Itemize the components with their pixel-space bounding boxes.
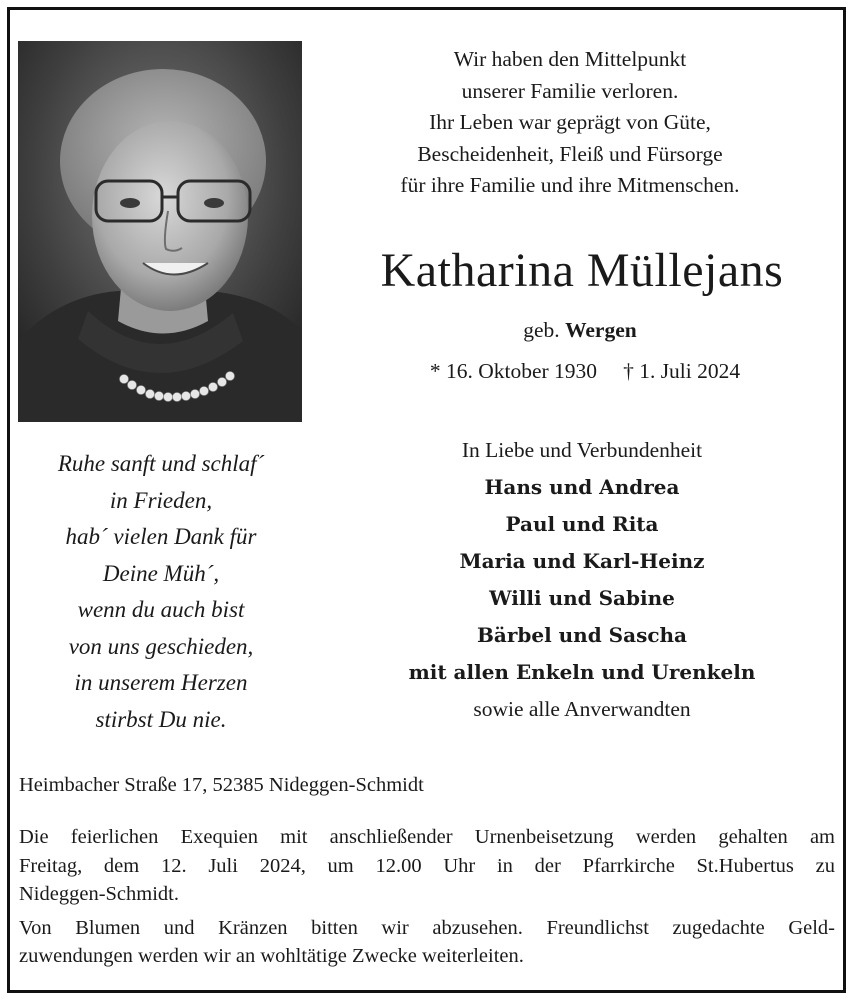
poem-line: stirbst Du nie. (95, 706, 227, 732)
notice-paragraph (19, 823, 835, 909)
notice-line: Von Blumen und Kränzen bitten wir abzusehen. Freundlichst zugedachte Geld- (19, 916, 835, 939)
family-intro: In Liebe und Verbundenheit (461, 438, 703, 462)
intro-line: Ihr Leben war geprägt von Güte, (429, 110, 711, 134)
family-member: Willi und Sabine (489, 586, 675, 610)
poem-line: in Frieden, (109, 487, 213, 513)
notice-line: Freitag, dem 12. Juli 2024, um 12.00 Uhr in der Pfarrkirche St.Hubertus zu (19, 854, 835, 877)
notice-line: Nideggen-Schmidt. (19, 883, 179, 905)
intro-line: unserer Familie verloren. (461, 78, 679, 103)
intro-line: Bescheidenheit, Fleiß und Fürsorge (417, 141, 723, 166)
address: Heimbacher Straße 17, 52385 Nideggen-Schmidt (19, 774, 424, 796)
deceased-name: Katharina Müllejans (380, 244, 784, 297)
family-member: mit allen Enkeln und Urenkeln (408, 660, 756, 684)
intro-line: Wir haben den Mittelpunkt (453, 47, 687, 71)
life-dates (380, 359, 790, 384)
family-member: Paul und Rita (505, 512, 659, 536)
poem-line: wenn du auch bist (77, 597, 245, 622)
notice-line: Die feierlichen Exequien mit anschließender Urnenbeisetzung werden gehalten am (19, 826, 835, 848)
intro-line: für ihre Familie und ihre Mitmenschen. (400, 173, 740, 197)
family-member: Hans und Andrea (484, 475, 680, 499)
maiden-name: Wergen (565, 318, 637, 342)
family-member: Bärbel und Sascha (476, 623, 688, 647)
portrait-photo (18, 41, 302, 422)
birth-date: * 16. Oktober 1930 (429, 359, 598, 383)
poem-line: Deine Müh´, (102, 560, 220, 586)
family-section (372, 432, 792, 728)
poem-line: in unserem Herzen (74, 670, 248, 695)
poem-line: von uns geschieden, (68, 633, 254, 659)
poem-line: Ruhe sanft und schlaf´ (57, 451, 265, 476)
intro-text (340, 44, 800, 202)
born-prefix: geb. (523, 318, 560, 342)
notice-paragraph (19, 914, 835, 971)
poem-line: hab´ vielen Dank für (65, 524, 257, 549)
funeral-notice (19, 823, 835, 976)
poem (20, 446, 302, 738)
family-member: Maria und Karl-Heinz (459, 549, 705, 573)
death-date: † 1. Juli 2024 (623, 359, 741, 383)
family-outro: sowie alle Anverwandten (473, 697, 691, 721)
notice-line: zuwendungen werden wir an wohltätige Zwecke weiterleiten. (19, 945, 524, 967)
maiden-name-line (460, 318, 700, 343)
